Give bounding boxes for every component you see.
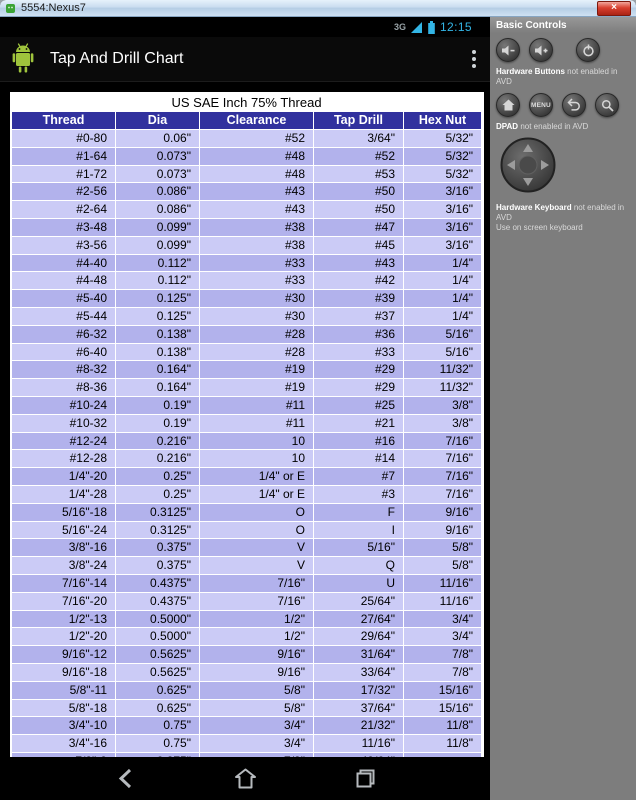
table-row: [12, 504, 482, 522]
table-cell: Q: [314, 557, 404, 575]
table-cell: 5/16": [314, 539, 404, 557]
table-cell: #29: [314, 379, 404, 397]
table-row: [12, 148, 482, 166]
search-hw-button[interactable]: [595, 93, 619, 117]
table-cell: 0.19": [116, 397, 200, 415]
table-cell: 3/4"-10: [12, 717, 116, 735]
table-cell: 0.06": [116, 130, 200, 148]
table-row: [12, 255, 482, 273]
table-cell: 5/32": [404, 148, 482, 166]
table-cell: #48: [200, 166, 314, 184]
search-icon: [601, 99, 614, 112]
table-cell: 17/32": [314, 682, 404, 700]
table-cell: #50: [314, 201, 404, 219]
table-cell: #21: [314, 415, 404, 433]
table-cell: 0.216": [116, 450, 200, 468]
table-cell: #47: [314, 219, 404, 237]
recents-icon: [354, 767, 377, 790]
table-cell: O: [200, 504, 314, 522]
table-cell: 3/4": [200, 735, 314, 753]
table-row: [12, 183, 482, 201]
table-cell: 0.625": [116, 682, 200, 700]
table-cell: 37/64": [314, 700, 404, 718]
table-cell: #3: [314, 486, 404, 504]
table-cell: 27/64": [314, 611, 404, 629]
table-cell: #19: [200, 361, 314, 379]
close-button[interactable]: ×: [597, 1, 631, 16]
table-cell: 0.073": [116, 148, 200, 166]
table-cell: #10-24: [12, 397, 116, 415]
table-cell: 1/4": [404, 272, 482, 290]
table-cell: 0.112": [116, 255, 200, 273]
table-cell: 0.375": [116, 557, 200, 575]
table-cell: #52: [200, 130, 314, 148]
table-cell: 9/16": [404, 504, 482, 522]
table-cell: 9/16"-12: [12, 646, 116, 664]
android-robot-icon: [8, 43, 38, 75]
table-cell: 0.5625": [116, 664, 200, 682]
table-cell: 0.112": [116, 272, 200, 290]
table-cell: #36: [314, 326, 404, 344]
table-cell: 5/8": [200, 682, 314, 700]
table-cell: #53: [314, 166, 404, 184]
table-cell: #29: [314, 361, 404, 379]
home-hw-button[interactable]: [496, 93, 520, 117]
table-row: [12, 379, 482, 397]
table-cell: #38: [200, 219, 314, 237]
table-cell: #1-64: [12, 148, 116, 166]
panel-title: Basic Controls: [490, 17, 636, 33]
battery-icon: [427, 20, 436, 35]
table-cell: 0.099": [116, 219, 200, 237]
column-header-hex-nut: Hex Nut: [404, 112, 482, 130]
table-cell: 3/8"-24: [12, 557, 116, 575]
table-cell: 0.4375": [116, 575, 200, 593]
signal-icon: [410, 21, 423, 34]
table-cell: 3/8": [404, 397, 482, 415]
app-title: Tap And Drill Chart: [50, 50, 184, 67]
table-cell: 3/4": [404, 611, 482, 629]
table-row: [12, 219, 482, 237]
table-row: [12, 308, 482, 326]
table-cell: 3/64": [314, 130, 404, 148]
table-cell: 3/4": [200, 717, 314, 735]
table-cell: #33: [200, 272, 314, 290]
table-cell: 7/16": [200, 575, 314, 593]
table-cell: 15/16": [404, 682, 482, 700]
home-icon: [234, 767, 257, 790]
table-cell: #8-32: [12, 361, 116, 379]
table-cell: #1-72: [12, 166, 116, 184]
drill-table: [10, 92, 484, 773]
column-header-thread: Thread: [12, 112, 116, 130]
table-cell: 5/16"-18: [12, 504, 116, 522]
table-cell: #43: [314, 255, 404, 273]
table-cell: 10: [200, 433, 314, 451]
table-cell: 5/8"-11: [12, 682, 116, 700]
table-cell: #25: [314, 397, 404, 415]
table-cell: #30: [200, 290, 314, 308]
table-cell: #50: [314, 183, 404, 201]
table-cell: 9/16": [404, 522, 482, 540]
table-cell: 11/8": [404, 735, 482, 753]
table-cell: 1/2"-20: [12, 628, 116, 646]
table-cell: 3/16": [404, 237, 482, 255]
table-cell: #11: [200, 397, 314, 415]
table-cell: #28: [200, 344, 314, 362]
table-cell: 3/16": [404, 183, 482, 201]
emulator-app-icon: [5, 3, 16, 14]
table-row: [12, 539, 482, 557]
table-cell: 1/4": [404, 308, 482, 326]
overflow-menu-button[interactable]: [466, 42, 482, 76]
table-title-row: [12, 94, 482, 112]
table-row: [12, 415, 482, 433]
table-cell: 3/16": [404, 219, 482, 237]
speaker-plus-icon: [534, 44, 549, 57]
dpad-note: DPAD not enabled in AVD: [496, 122, 589, 131]
table-cell: V: [200, 557, 314, 575]
dpad-control[interactable]: [490, 133, 636, 200]
table-row: [12, 486, 482, 504]
table-cell: 1/2": [200, 628, 314, 646]
table-row: [12, 557, 482, 575]
table-cell: #52: [314, 148, 404, 166]
volume-down-button[interactable]: [496, 38, 520, 62]
hardware-buttons-row-1: [490, 33, 636, 64]
drill-table-body: [12, 130, 482, 771]
table-row: [12, 735, 482, 753]
table-cell: 3/4"-16: [12, 735, 116, 753]
table-cell: 0.216": [116, 433, 200, 451]
table-cell: 7/8": [404, 664, 482, 682]
table-cell: #12-28: [12, 450, 116, 468]
window-title: 5554:Nexus7: [21, 2, 86, 14]
table-cell: 9/16": [200, 646, 314, 664]
table-cell: 7/16": [404, 433, 482, 451]
table-row: [12, 700, 482, 718]
table-cell: 5/8"-18: [12, 700, 116, 718]
table-cell: #5-40: [12, 290, 116, 308]
table-cell: 11/8": [404, 717, 482, 735]
table-row: [12, 433, 482, 451]
table-row: [12, 593, 482, 611]
table-header-row: [12, 112, 482, 130]
table-cell: #45: [314, 237, 404, 255]
table-row: [12, 575, 482, 593]
table-cell: 0.75": [116, 717, 200, 735]
table-row: [12, 344, 482, 362]
table-cell: 5/16": [404, 344, 482, 362]
table-row: [12, 397, 482, 415]
table-cell: 7/16": [404, 450, 482, 468]
table-cell: 0.138": [116, 344, 200, 362]
table-cell: 15/16": [404, 700, 482, 718]
table-cell: 25/64": [314, 593, 404, 611]
table-cell: 7/16"-14: [12, 575, 116, 593]
table-cell: #11: [200, 415, 314, 433]
table-cell: #14: [314, 450, 404, 468]
table-cell: 7/8": [404, 646, 482, 664]
table-cell: 1/2"-13: [12, 611, 116, 629]
table-cell: 0.4375": [116, 593, 200, 611]
table-cell: 10: [200, 450, 314, 468]
nav-bar: [0, 757, 490, 800]
table-cell: V: [200, 539, 314, 557]
table-cell: O: [200, 522, 314, 540]
table-row: [12, 361, 482, 379]
table-cell: 0.086": [116, 183, 200, 201]
table-cell: #39: [314, 290, 404, 308]
table-row: [12, 717, 482, 735]
emulator-body: [0, 17, 636, 800]
drill-chart-list[interactable]: [10, 92, 480, 773]
table-cell: 1/4"-28: [12, 486, 116, 504]
table-cell: #38: [200, 237, 314, 255]
table-cell: 0.25": [116, 486, 200, 504]
table-cell: 0.164": [116, 361, 200, 379]
nav-home-button[interactable]: [227, 761, 263, 797]
table-cell: #42: [314, 272, 404, 290]
speaker-minus-icon: [501, 44, 516, 57]
table-cell: 0.099": [116, 237, 200, 255]
table-cell: 0.125": [116, 308, 200, 326]
table-cell: 7/16": [404, 486, 482, 504]
home-small-icon: [502, 99, 515, 111]
table-cell: #33: [200, 255, 314, 273]
table-cell: #19: [200, 379, 314, 397]
table-row: [12, 450, 482, 468]
table-cell: 9/16": [200, 664, 314, 682]
action-bar: [0, 37, 490, 82]
table-cell: U: [314, 575, 404, 593]
table-cell: #16: [314, 433, 404, 451]
table-cell: #43: [200, 201, 314, 219]
table-cell: #48: [200, 148, 314, 166]
table-cell: 5/8": [404, 539, 482, 557]
table-cell: 0.5000": [116, 611, 200, 629]
table-cell: 0.125": [116, 290, 200, 308]
table-cell: 5/8": [404, 557, 482, 575]
volume-up-button[interactable]: [529, 38, 553, 62]
table-cell: 3/8": [404, 415, 482, 433]
table-cell: 11/32": [404, 361, 482, 379]
table-row: [12, 682, 482, 700]
table-cell: 0.3125": [116, 522, 200, 540]
table-cell: #2-56: [12, 183, 116, 201]
table-cell: #3-48: [12, 219, 116, 237]
column-header-clearance: Clearance: [200, 112, 314, 130]
table-cell: 33/64": [314, 664, 404, 682]
table-cell: I: [314, 522, 404, 540]
table-cell: #43: [200, 183, 314, 201]
power-button[interactable]: [576, 38, 600, 62]
table-cell: 0.138": [116, 326, 200, 344]
hardware-buttons-row-2: [490, 88, 636, 119]
table-row: [12, 628, 482, 646]
table-cell: #33: [314, 344, 404, 362]
table-cell: 0.5000": [116, 628, 200, 646]
table-cell: 1/4": [404, 290, 482, 308]
clock: 12:15: [439, 20, 472, 34]
table-cell: 0.625": [116, 700, 200, 718]
table-cell: 7/16"-20: [12, 593, 116, 611]
table-cell: #4-40: [12, 255, 116, 273]
table-cell: 9/16"-18: [12, 664, 116, 682]
table-cell: 3/16": [404, 201, 482, 219]
table-cell: #6-32: [12, 326, 116, 344]
table-cell: 7/16": [404, 468, 482, 486]
table-row: [12, 166, 482, 184]
controls-panel: [490, 17, 636, 800]
table-cell: 1/4" or E: [200, 486, 314, 504]
table-cell: 1/4": [404, 255, 482, 273]
table-cell: #6-40: [12, 344, 116, 362]
table-cell: 11/32": [404, 379, 482, 397]
table-cell: 11/16": [404, 593, 482, 611]
back-hw-button[interactable]: [562, 93, 586, 117]
table-row: [12, 272, 482, 290]
table-row: [12, 468, 482, 486]
table-cell: 0.3125": [116, 504, 200, 522]
table-row: [12, 326, 482, 344]
window-titlebar[interactable]: [0, 0, 636, 17]
status-bar: [0, 17, 490, 37]
nav-back-button[interactable]: [107, 761, 143, 797]
table-cell: #0-80: [12, 130, 116, 148]
table-cell: 1/2": [200, 611, 314, 629]
table-cell: 0.073": [116, 166, 200, 184]
table-cell: #8-36: [12, 379, 116, 397]
table-cell: 5/8": [200, 700, 314, 718]
table-cell: 5/16"-24: [12, 522, 116, 540]
table-cell: 0.375": [116, 539, 200, 557]
table-cell: 0.25": [116, 468, 200, 486]
table-cell: #30: [200, 308, 314, 326]
table-row: [12, 290, 482, 308]
undo-arrow-icon: [567, 98, 581, 112]
table-cell: 0.19": [116, 415, 200, 433]
table-cell: #10-32: [12, 415, 116, 433]
power-icon: [582, 44, 595, 57]
hardware-buttons-note: Hardware Buttons not enabled in AVD: [496, 67, 618, 86]
table-cell: #37: [314, 308, 404, 326]
menu-hw-button[interactable]: [529, 93, 553, 117]
dpad-icon: [500, 137, 556, 193]
table-cell: 0.164": [116, 379, 200, 397]
table-title: US SAE Inch 75% Thread: [12, 94, 482, 112]
table-cell: 5/16": [404, 326, 482, 344]
table-cell: 0.75": [116, 735, 200, 753]
table-cell: 21/32": [314, 717, 404, 735]
table-row: [12, 611, 482, 629]
table-cell: 11/16": [404, 575, 482, 593]
table-cell: 29/64": [314, 628, 404, 646]
table-cell: #5-44: [12, 308, 116, 326]
table-cell: #12-24: [12, 433, 116, 451]
table-row: [12, 646, 482, 664]
table-row: [12, 522, 482, 540]
device-screen: [0, 17, 490, 800]
nav-recents-button[interactable]: [347, 761, 383, 797]
table-cell: 1/4"-20: [12, 468, 116, 486]
table-cell: #3-56: [12, 237, 116, 255]
table-cell: 11/16": [314, 735, 404, 753]
table-cell: #4-48: [12, 272, 116, 290]
table-cell: F: [314, 504, 404, 522]
table-cell: 1/4" or E: [200, 468, 314, 486]
table-row: [12, 664, 482, 682]
table-row: [12, 237, 482, 255]
table-row: [12, 201, 482, 219]
table-cell: #28: [200, 326, 314, 344]
table-cell: 31/64": [314, 646, 404, 664]
network-indicator: 3G: [393, 22, 406, 32]
table-cell: #7: [314, 468, 404, 486]
table-cell: 0.086": [116, 201, 200, 219]
keyboard-note: Hardware Keyboard not enabled in AVD Use on screen keyboard: [496, 203, 625, 232]
column-header-dia: Dia: [116, 112, 200, 130]
table-cell: 7/16": [200, 593, 314, 611]
table-cell: 3/8"-16: [12, 539, 116, 557]
back-icon: [117, 767, 134, 790]
menu-label: MENU: [531, 101, 551, 109]
column-header-tap-drill: Tap Drill: [314, 112, 404, 130]
table-row: [12, 130, 482, 148]
table-cell: 0.5625": [116, 646, 200, 664]
table-cell: 5/32": [404, 166, 482, 184]
table-cell: #2-64: [12, 201, 116, 219]
table-cell: 3/4": [404, 628, 482, 646]
table-cell: 5/32": [404, 130, 482, 148]
